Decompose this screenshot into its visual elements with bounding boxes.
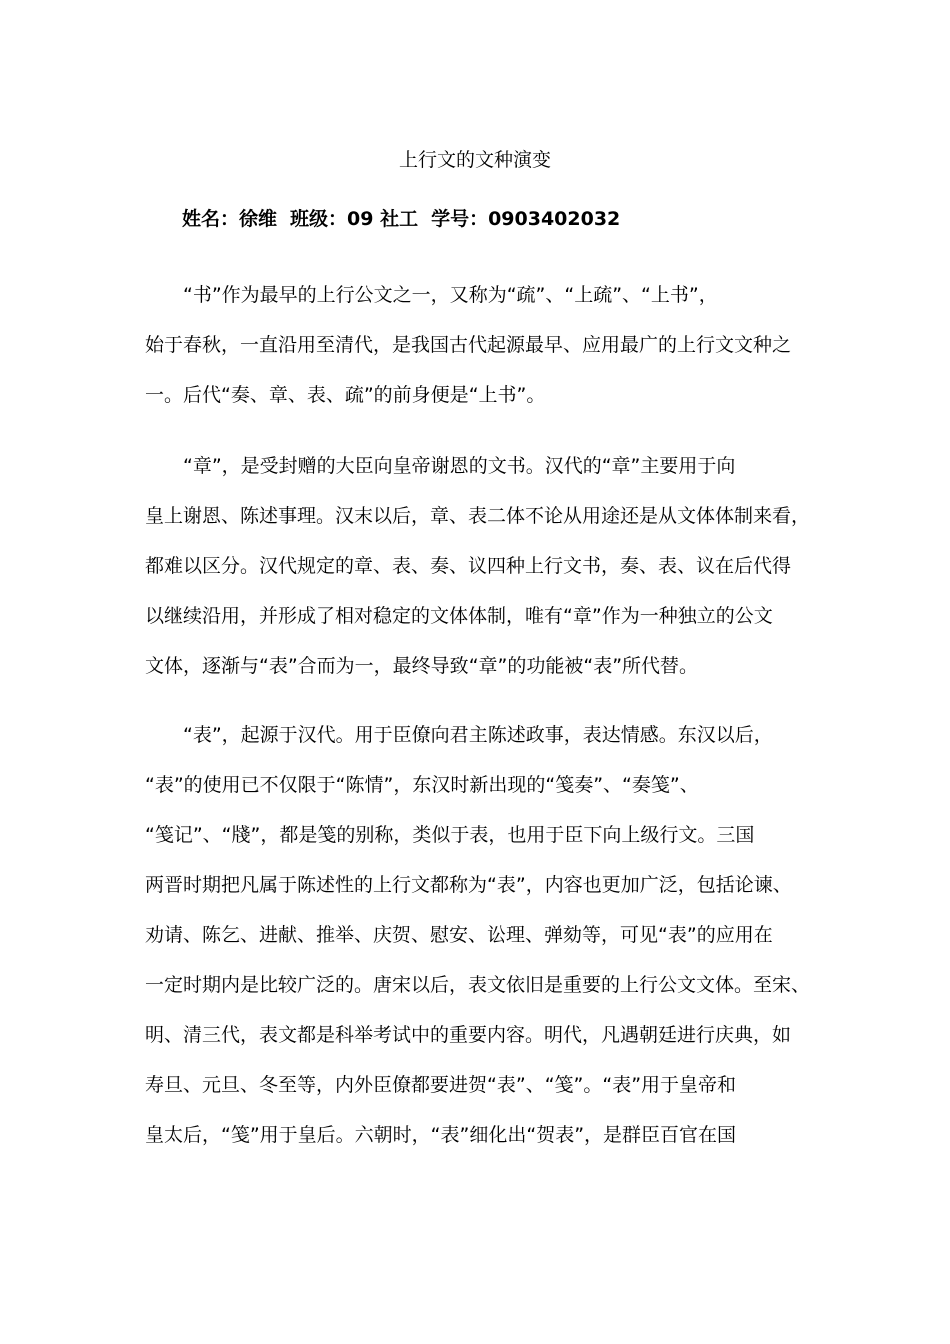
- paragraph-line: “章”，是受封赠的大臣向皇帝谢恩的文书。汉代的“章”主要用于向: [145, 455, 736, 477]
- paragraph-line: 两晋时期把凡属于陈述性的上行文都称为“表”，内容也更加广泛，包括论谏、: [145, 874, 792, 896]
- page-title: 上行文的文种演变: [398, 149, 551, 171]
- author-name: 姓名：徐维: [182, 208, 278, 230]
- paragraph-line: 皇太后，“笺”用于皇后。六朝时，“表”细化出“贺表”，是群臣百官在国: [145, 1124, 737, 1146]
- paragraph-line: 明、清三代，表文都是科举考试中的重要内容。明代，凡遇朝廷进行庆典，如: [145, 1024, 792, 1046]
- paragraph-shu: [145, 270, 820, 420]
- paragraph-line: 一定时期内是比较广泛的。唐宋以后，表文依旧是重要的上行公文文体。至宋、: [145, 974, 811, 996]
- author-byline: [182, 204, 620, 234]
- paragraph-line: “笺记”、“牋”，都是笺的别称，类似于表，也用于臣下向上级行文。三国: [145, 824, 755, 846]
- author-student-id: 学号：0903402032: [431, 208, 621, 230]
- paragraph-line: “书”作为最早的上行公文之一，又称为“疏”、“上疏”、“上书”，: [145, 284, 718, 306]
- paragraph-line: 皇上谢恩、陈述事理。汉末以后，章、表二体不论从用途还是从文体体制来看，: [145, 505, 811, 527]
- paragraph-line: 劝请、陈乞、进献、推举、庆贺、慰安、讼理、弹劾等，可见“表”的应用在: [145, 924, 773, 946]
- paragraph-zhang: [145, 441, 820, 691]
- paragraph-line: 都难以区分。汉代规定的章、表、奏、议四种上行文书，奏、表、议在后代得: [145, 555, 792, 577]
- paragraph-line: “表”的使用已不仅限于“陈情”，东汉时新出现的“笺奏”、“奏笺”、: [145, 774, 699, 796]
- author-class: 班级：09 社工: [290, 208, 419, 230]
- paragraph-line: 一。后代“奏、章、表、疏”的前身便是“上书”。: [145, 384, 546, 406]
- paragraph-line: 文体，逐渐与“表”合而为一，最终导致“章”的功能被“表”所代替。: [145, 655, 699, 677]
- paragraph-line: 寿旦、元旦、冬至等，内外臣僚都要进贺“表”、“笺”。“表”用于皇帝和: [145, 1074, 737, 1096]
- paragraph-line: 始于春秋，一直沿用至清代，是我国古代起源最早、应用最广的上行文文种之: [145, 334, 792, 356]
- paragraph-biao: [145, 710, 820, 1160]
- paragraph-line: “表”，起源于汉代。用于臣僚向君主陈述政事，表达情感。东汉以后，: [145, 724, 773, 746]
- paragraph-line: 以继续沿用，并形成了相对稳定的文体体制，唯有“章”作为一种独立的公文: [145, 605, 773, 627]
